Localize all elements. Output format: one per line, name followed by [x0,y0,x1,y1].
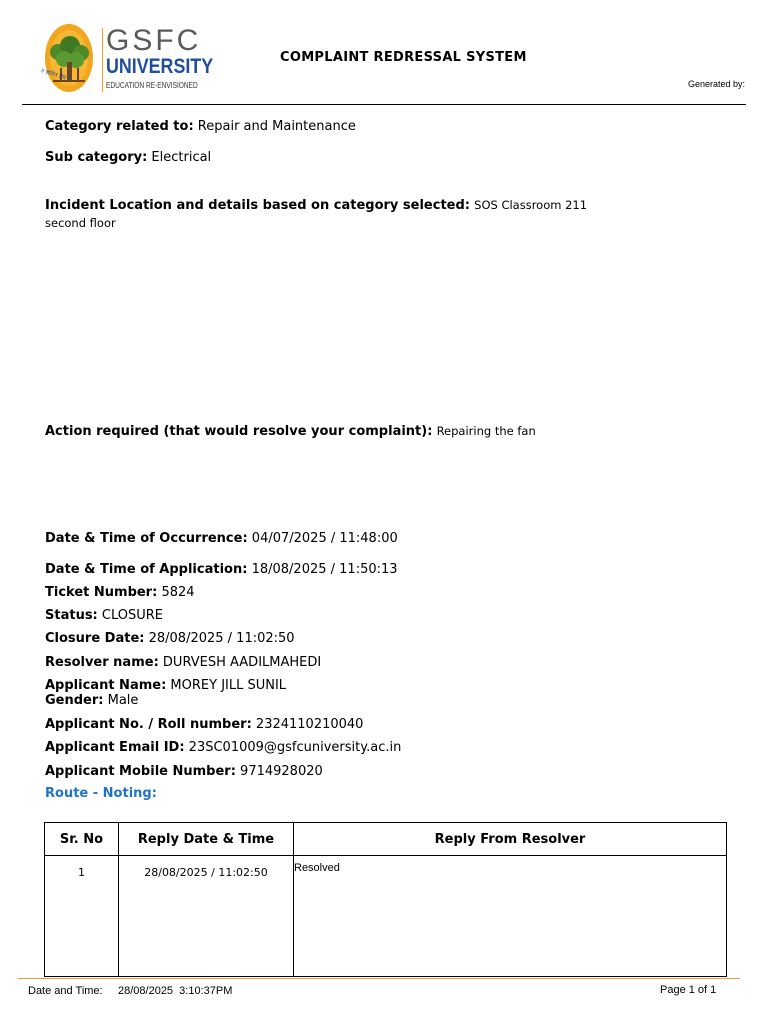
status-field [45,608,163,624]
logo-tagline: EDUCATION RE-ENVISIONED [106,81,198,90]
ticket-label: Ticket Number: [45,585,158,600]
logo-university: UNIVERSITY [106,55,214,78]
email-field [45,740,401,756]
ticket-value: 5824 [161,585,195,600]
banyan-tree-icon [44,22,104,98]
action-field [45,423,536,440]
application-label: Date & Time of Application: [45,562,248,577]
application-value: 18/08/2025 / 11:50:13 [251,562,398,577]
action-value: Repairing the fan [436,424,536,438]
mobile-field [45,764,323,780]
location-value-continued: second floor [45,216,116,230]
footer-divider [18,978,740,979]
table-row [45,856,727,977]
roll-number-field [45,717,363,733]
cell-sr-no: 1 [45,856,119,977]
header-sr-no: Sr. No [45,823,119,856]
ticket-field [45,585,195,601]
email-value: 23SC01009@gsfcuniversity.ac.in [188,740,402,755]
header-reply-from-resolver: Reply From Resolver [294,823,727,856]
header-reply-datetime: Reply Date & Time [119,823,294,856]
location-value: SOS Classroom 211 [474,198,588,212]
application-field [45,562,398,578]
subcategory-value: Electrical [151,150,212,165]
closure-field [45,631,295,647]
footer-datetime-label: Date and Time: [28,985,103,997]
location-field [45,197,587,214]
replies-table [44,822,727,977]
roll-number-label: Applicant No. / Roll number: [45,717,252,732]
occurrence-label: Date & Time of Occurrence: [45,531,248,546]
location-label: Incident Location and details based on category selected: [45,198,470,213]
occurrence-value: 04/07/2025 / 11:48:00 [251,531,398,546]
footer-datetime-value: 28/08/2025 3:10:37PM [118,985,233,997]
logo-wordmark: GSFC [106,24,202,57]
email-label: Applicant Email ID: [45,740,185,755]
closure-value: 28/08/2025 / 11:02:50 [148,631,295,646]
generated-by: Generated by: [688,79,746,89]
table-header-row [45,823,727,856]
subcategory-field [45,150,211,166]
subcategory-label: Sub category: [45,150,148,165]
cell-reply: Resolved [294,856,727,977]
resolver-value: DURVESH AADILMAHEDI [162,655,322,670]
gender-value: Male [107,693,139,708]
gender-label: Gender: [45,693,104,708]
resolver-label: Resolver name: [45,655,159,670]
cell-reply-datetime: 28/08/2025 / 11:02:50 [119,856,294,977]
logo-hindi-motto: ॥ ज्ञानेन ज्ञेयं ॥ [39,67,72,84]
roll-number-value: 2324110210040 [255,717,364,732]
status-value: CLOSURE [101,608,164,623]
category-label: Category related to: [45,119,194,134]
action-label: Action required (that would resolve your complaint): [45,424,433,439]
category-value: Repair and Maintenance [197,119,356,134]
logo-divider [102,28,103,92]
applicant-name-field [45,678,286,694]
status-label: Status: [45,608,98,623]
mobile-label: Applicant Mobile Number: [45,764,236,779]
gender-field [45,693,138,709]
resolver-field [45,655,321,671]
document-title: COMPLAINT REDRESSAL SYSTEM [280,50,527,65]
footer-page-number: Page 1 of 1 [660,984,717,996]
occurrence-field [45,531,398,547]
header-divider [22,104,746,105]
route-noting-heading: Route - Noting: [45,786,157,801]
mobile-value: 9714928020 [240,764,323,779]
applicant-name-value: MOREY JILL SUNIL [170,678,287,693]
category-field [45,119,356,135]
applicant-name-label: Applicant Name: [45,678,167,693]
closure-label: Closure Date: [45,631,145,646]
